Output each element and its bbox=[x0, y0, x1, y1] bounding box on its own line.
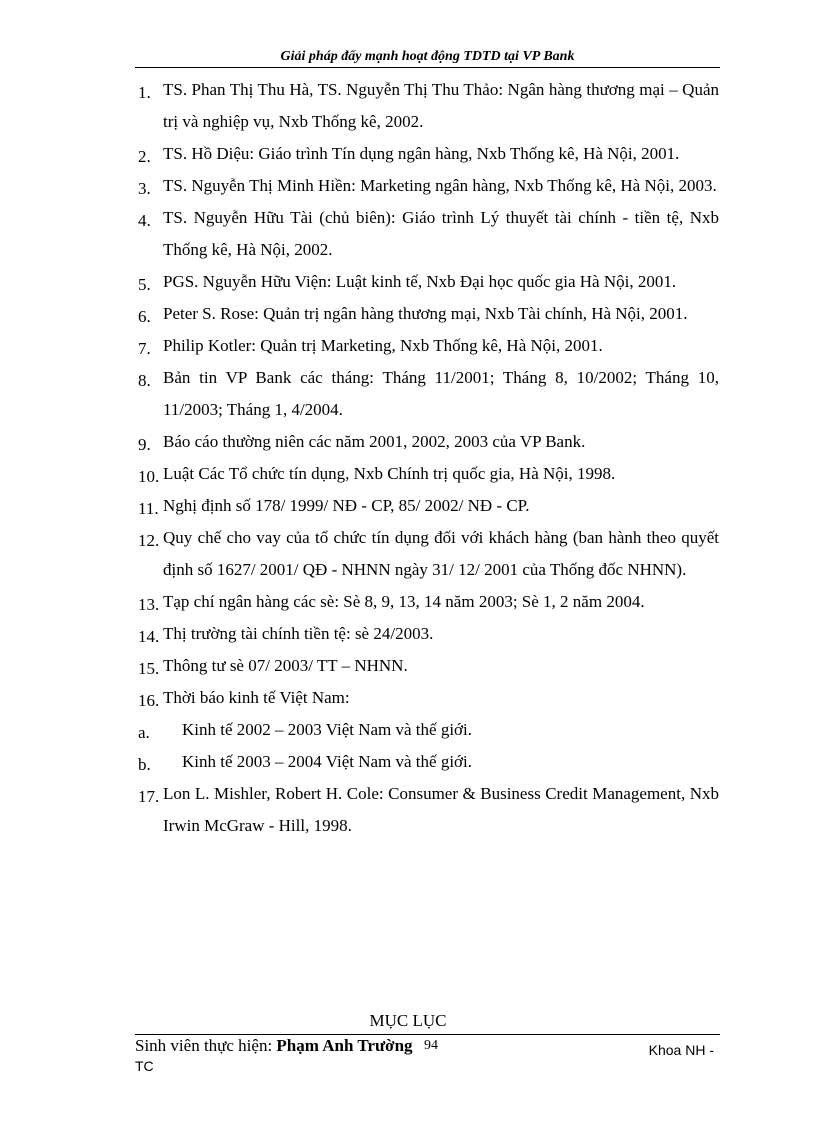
reference-item bbox=[135, 458, 719, 490]
reference-number: 10. bbox=[138, 467, 160, 486]
reference-number: 16. bbox=[138, 691, 160, 710]
reference-text: Thông tư sè 07/ 2003/ TT – NHNN. bbox=[163, 656, 408, 675]
reference-number: 11. bbox=[138, 499, 159, 518]
faculty-label: Khoa NH - bbox=[648, 1042, 714, 1058]
running-header: Giải pháp đẩy mạnh hoạt động TDTD tại VP Bank bbox=[280, 49, 575, 64]
reference-text: Nghị định số 178/ 1999/ NĐ - CP, 85/ 2002/ NĐ - CP. bbox=[163, 496, 530, 515]
reference-text: Philip Kotler: Quản trị Marketing, Nxb Thống kê, Hà Nội, 2001. bbox=[163, 336, 603, 355]
reference-text: PGS. Nguyễn Hữu Viện: Luật kinh tế, Nxb Đại học quốc gia Hà Nội, 2001. bbox=[163, 272, 677, 291]
reference-item bbox=[135, 330, 719, 362]
reference-item bbox=[135, 170, 719, 202]
faculty-label-wrap: TC bbox=[135, 1058, 154, 1074]
reference-item bbox=[135, 586, 719, 618]
reference-text: Bản tin VP Bank các tháng: Tháng 11/2001; Tháng 8, 10/2002; Tháng 10, 11/2003; Tháng 1, 4/2004. bbox=[163, 368, 719, 419]
reference-number: 15. bbox=[138, 659, 160, 678]
reference-item bbox=[135, 138, 719, 170]
reference-item bbox=[135, 778, 719, 842]
reference-item bbox=[135, 202, 719, 266]
reference-text: Tạp chí ngân hàng các sè: Sè 8, 9, 13, 14 năm 2003; Sè 1, 2 năm 2004. bbox=[163, 592, 645, 611]
reference-list bbox=[135, 74, 719, 842]
reference-number: 5. bbox=[138, 275, 151, 294]
reference-text: Kinh tế 2003 – 2004 Việt Nam và thế giới. bbox=[182, 752, 473, 771]
reference-text: Luật Các Tổ chức tín dụng, Nxb Chính trị quốc gia, Hà Nội, 1998. bbox=[163, 464, 616, 483]
page-number: 94 bbox=[424, 1038, 438, 1053]
reference-item bbox=[135, 522, 719, 586]
reference-number: 14. bbox=[138, 627, 160, 646]
reference-text: TS. Nguyễn Thị Minh Hiền: Marketing ngân hàng, Nxb Thống kê, Hà Nội, 2003. bbox=[163, 176, 717, 195]
reference-text: Thị trường tài chính tiền tệ: sè 24/2003. bbox=[163, 624, 434, 643]
reference-number: 1. bbox=[138, 83, 151, 102]
reference-item bbox=[135, 74, 719, 138]
reference-number: 17. bbox=[138, 787, 160, 806]
reference-text: Kinh tế 2002 – 2003 Việt Nam và thế giới. bbox=[182, 720, 473, 739]
reference-number: 3. bbox=[138, 179, 151, 198]
reference-number: 13. bbox=[138, 595, 160, 614]
page-footer bbox=[135, 1036, 720, 1056]
reference-item bbox=[135, 682, 719, 714]
reference-text: Peter S. Rose: Quản trị ngân hàng thương mại, Nxb Tài chính, Hà Nội, 2001. bbox=[163, 304, 688, 323]
student-name: Phạm Anh Trường bbox=[276, 1036, 413, 1055]
reference-text: Thời báo kinh tế Việt Nam: bbox=[163, 688, 350, 707]
reference-text: Quy chế cho vay của tổ chức tín dụng đối với khách hàng (ban hành theo quyết định số 1627/ 2001/ QĐ - NHNN ngày 31/ 12/ 2001 của Thống đốc NHNN). bbox=[163, 528, 719, 579]
reference-number: a. bbox=[138, 723, 150, 742]
student-label: Sinh viên thực hiện: bbox=[135, 1036, 277, 1055]
reference-text: TS. Hồ Diệu: Giáo trình Tín dụng ngân hàng, Nxb Thống kê, Hà Nội, 2001. bbox=[163, 144, 680, 163]
reference-number: 8. bbox=[138, 371, 151, 390]
reference-item bbox=[135, 490, 719, 522]
reference-text: Báo cáo thường niên các năm 2001, 2002, 2003 của VP Bank. bbox=[163, 432, 586, 451]
reference-number: 4. bbox=[138, 211, 151, 230]
reference-item bbox=[135, 426, 719, 458]
reference-item bbox=[135, 298, 719, 330]
reference-subitem bbox=[135, 746, 719, 778]
reference-text: TS. Nguyễn Hữu Tài (chủ biên): Giáo trình Lý thuyết tài chính - tiền tệ, Nxb Thống kê, Hà Nội, 2002. bbox=[163, 208, 719, 259]
reference-number: 2. bbox=[138, 147, 151, 166]
reference-number: 12. bbox=[138, 531, 160, 550]
footer-rule bbox=[135, 1034, 720, 1035]
reference-text: TS. Phan Thị Thu Hà, TS. Nguyễn Thị Thu Thảo: Ngân hàng thương mại – Quản trị và nghiệp vụ, Nxb Thống kê, 2002. bbox=[163, 80, 719, 131]
reference-subitem bbox=[135, 714, 719, 746]
reference-text: Lon L. Mishler, Robert H. Cole: Consumer & Business Credit Management, Nxb Irwin McGraw - Hill, 1998. bbox=[163, 784, 719, 835]
header-rule bbox=[135, 67, 720, 68]
reference-number: b. bbox=[138, 755, 151, 774]
reference-number: 6. bbox=[138, 307, 151, 326]
toc-title: MỤC LỤC bbox=[369, 1011, 447, 1030]
reference-number: 9. bbox=[138, 435, 151, 454]
reference-item bbox=[135, 266, 719, 298]
reference-item bbox=[135, 618, 719, 650]
reference-item bbox=[135, 362, 719, 426]
reference-item bbox=[135, 650, 719, 682]
reference-number: 7. bbox=[138, 339, 151, 358]
